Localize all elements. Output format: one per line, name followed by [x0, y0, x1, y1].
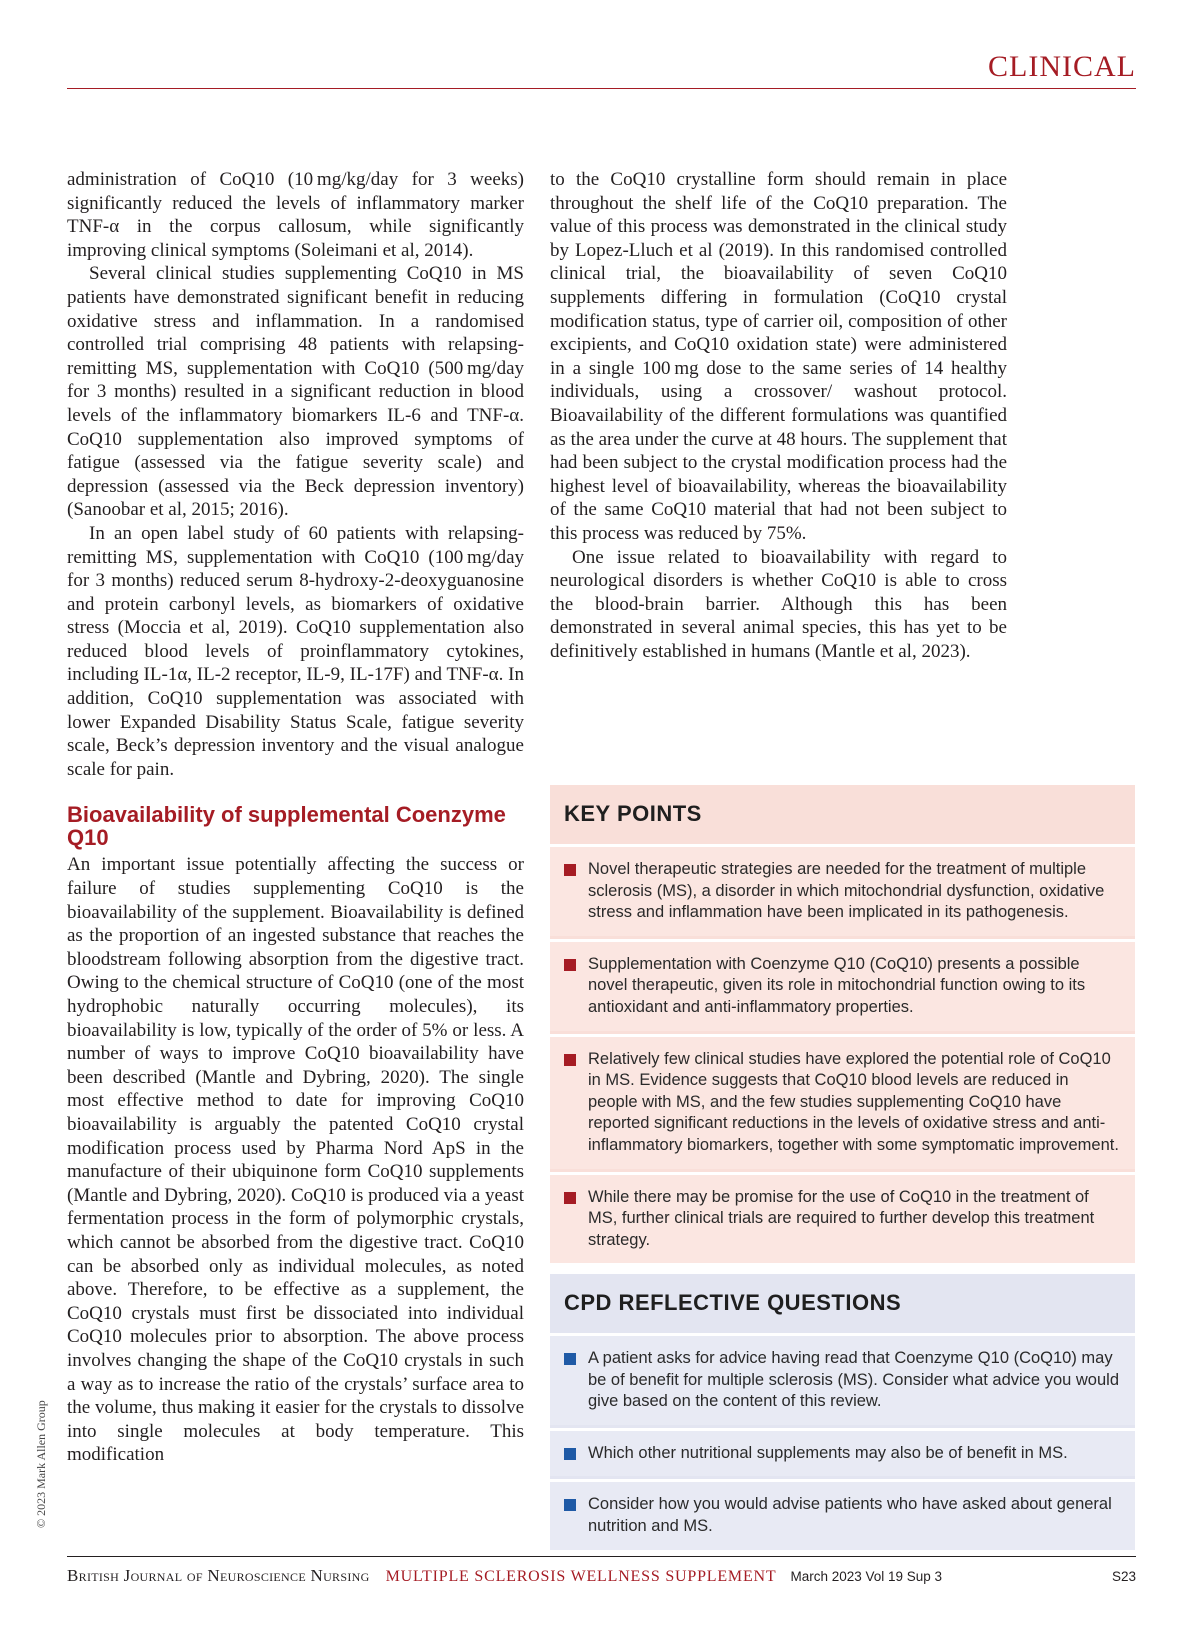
- body-paragraph: One issue related to bioavailability with regard to neurological disorders is whether CoQ10 is able to cross the blood-brain barrier. Although this has been demonstrated in several animal species, this has yet to be definitively established in humans (Mantle et al, 2023).: [550, 546, 1007, 662]
- supplement-name: MULTIPLE SCLEROSIS WELLNESS SUPPLEMENT: [385, 1568, 777, 1585]
- section-label: CLINICAL: [988, 50, 1136, 83]
- cpd-questions-box: [550, 1274, 1135, 1550]
- cpd-question-item: [550, 1333, 1135, 1425]
- middle-column: [550, 168, 1007, 663]
- key-point-item: [550, 939, 1135, 1031]
- page-footer: [67, 1566, 1136, 1586]
- key-points-title: KEY POINTS: [564, 801, 702, 826]
- cpd-question-text: Which other nutritional supplements may also be of benefit in MS.: [588, 1443, 1068, 1462]
- key-points-box: [550, 785, 1135, 1263]
- cpd-question-text: A patient asks for advice having read that Coenzyme Q10 (CoQ10) may be of benefit for multiple sclerosis (MS). Consider what advice you would give based on the content of this review.: [588, 1349, 1119, 1411]
- square-bullet-icon: [564, 959, 576, 971]
- square-bullet-icon: [564, 1054, 576, 1066]
- key-point-text: Relatively few clinical studies have explored the potential role of CoQ10 in MS. Evidence suggests that CoQ10 blood levels are reduced in people with MS, and the few studies supplementing CoQ10 have reported significant reductions in the levels of oxidative stress and anti-inflammatory biomarkers, together with some symptomatic improvement.: [588, 1049, 1119, 1154]
- key-point-text: Supplementation with Coenzyme Q10 (CoQ10) presents a possible novel therapeutic, given its role in mitochondrial function owing to its antioxidant and anti-inflammatory properties.: [588, 954, 1086, 1016]
- journal-name: British Journal of Neuroscience Nursing: [67, 1566, 370, 1585]
- square-bullet-icon: [564, 864, 576, 876]
- body-paragraph: Several clinical studies supplementing CoQ10 in MS patients have demonstrated significant benefit in reducing oxidative stress and inflammation. In a randomised controlled trial comprising 48 patients with relapsing-remitting MS, supplementation with CoQ10 (500 mg/day for 3 months) resulted in a significant reduction in blood levels of the inflammatory biomarkers IL-6 and TNF-α. CoQ10 supplementation also improved symptoms of fatigue (assessed via the fatigue severity scale) and depression (assessed via the Beck depression inventory) (Sanoobar et al, 2015; 2016).: [67, 263, 524, 521]
- square-bullet-icon: [564, 1499, 576, 1511]
- body-paragraph: to the CoQ10 crystalline form should remain in place throughout the shelf life of the CoQ10 preparation. The value of this process was demonstrated in the clinical study by Lopez-Lluch et al (2019). In this randomised controlled clinical trial, the bioavailability of seven CoQ10 supplements differing in formulation (CoQ10 crystal modification status, type of carrier oil, composition of other excipients, and CoQ10 oxidation state) were administered in a single 100 mg dose to the same series of 14 healthy individuals, using a crossover/ washout protocol. Bioavailability of the different formulations was quantified as the area under the curve at 48 hours. The supplement that had been subject to the crystal modification process had the highest level of bioavailability, whereas the bioavailability of the same CoQ10 material that had not been subject to this process was reduced by 75%.: [550, 169, 1007, 544]
- cpd-question-text: Consider how you would advise patients who have asked about general nutrition and MS.: [588, 1495, 1112, 1535]
- cpd-questions-title: CPD REFLECTIVE QUESTIONS: [564, 1290, 902, 1315]
- header-rule: [67, 88, 1136, 89]
- square-bullet-icon: [564, 1192, 576, 1204]
- body-paragraph: An important issue potentially affecting the success or failure of studies supplementing CoQ10 is the bioavailability of the supplement. Bioavailability is defined as the proportion of an ingested substance that reaches the bloodstream following absorption from the digestive tract. Owing to the chemical structure of CoQ10 (one of the most hydrophobic naturally occurring molecules), its bioavailability is low, typically of the order of 5% or less. A number of ways to improve CoQ10 bioavailability have been described (Mantle and Dybring, 2020). The single most effective method to date for improving CoQ10 bioavailability is arguably the patented CoQ10 crystal modification process used by Pharma Nord ApS in the manufacture of their ubiquinone form CoQ10 supplements (Mantle and Dybring, 2020). CoQ10 is produced via a yeast fermentation process in the form of polymorphic crystals, which cannot be absorbed from the digestive tract. CoQ10 can be absorbed only as individual molecules, as noted above. Therefore, to be effective as a supplement, the CoQ10 crystals must first be dissociated into individual CoQ10 molecules prior to absorption. The above process involves changing the shape of the CoQ10 crystals in such a way as to increase the ratio of the crystals’ surface area to the volume, thus making it easier for the crystals to dissolve into single molecules at body temperature. This modification: [67, 854, 524, 1466]
- key-point-text: Novel therapeutic strategies are needed for the treatment of multiple sclerosis (MS), a disorder in which mitochondrial dysfunction, oxidative stress and inflammation have been implicated in its pathogenesis.: [588, 860, 1105, 922]
- page-number: S23: [1111, 1569, 1136, 1584]
- key-point-item: [550, 1034, 1135, 1169]
- key-point-item: [550, 1172, 1135, 1264]
- key-point-text: While there may be promise for the use of CoQ10 in the treatment of MS, further clinical trials are required to further develop this treatment strategy.: [588, 1187, 1095, 1249]
- issue-info: March 2023 Vol 19 Sup 3: [790, 1569, 943, 1584]
- square-bullet-icon: [564, 1448, 576, 1460]
- copyright-notice: © 2023 Mark Allen Group: [34, 1400, 48, 1528]
- body-paragraph: administration of CoQ10 (10 mg/kg/day for 3 weeks) significantly reduced the levels of inflammatory marker TNF-α in the corpus callosum, while significantly improving clinical symptoms (Soleimani et al, 2014).: [67, 169, 524, 261]
- cpd-question-item: [550, 1479, 1135, 1549]
- body-paragraph: In an open label study of 60 patients with relapsing-remitting MS, supplementation with CoQ10 (100 mg/day for 3 months) reduced serum 8-hydroxy-2-deoxyguanosine and protein carbonyl levels, as biomarkers of oxidative stress (Moccia et al, 2019). CoQ10 supplementation also reduced blood levels of proinflammatory cytokines, including IL-1α, IL-2 receptor, IL-9, IL-17F) and TNF-α. In addition, CoQ10 supplementation was associated with lower Expanded Disability Status Scale, fatigue severity scale, Beck’s depression inventory and the visual analogue scale for pain.: [67, 522, 524, 780]
- section-heading: Bioavailability of supplemental Coenzyme Q10: [67, 802, 506, 851]
- footer-rule: [67, 1556, 1136, 1557]
- square-bullet-icon: [564, 1353, 576, 1365]
- key-point-item: [550, 844, 1135, 936]
- left-column: [67, 168, 524, 1467]
- cpd-question-item: [550, 1428, 1135, 1477]
